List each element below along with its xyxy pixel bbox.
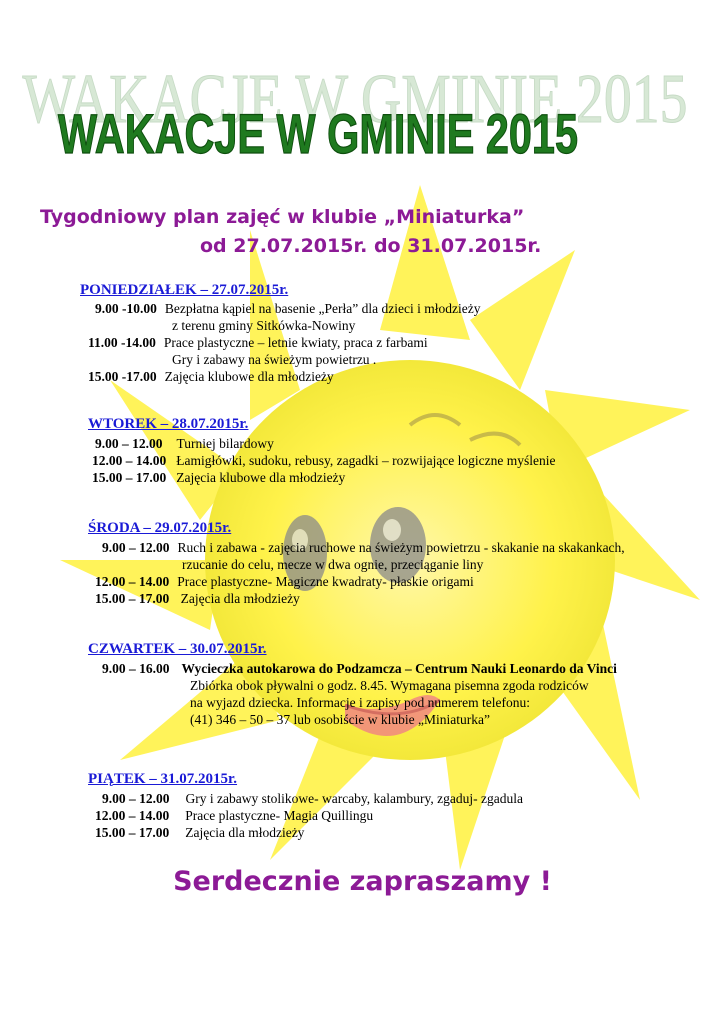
schedule-row: [92, 470, 345, 486]
day-heading-tuesday: WTOREK – 28.07.2015r.: [88, 416, 249, 432]
time: 9.00 -10.00: [95, 301, 157, 316]
time: 15.00 – 17.00: [95, 825, 170, 840]
time: 9.00 – 12.00: [102, 791, 170, 806]
schedule-row: [88, 335, 428, 351]
schedule-row: [95, 591, 300, 607]
schedule-row: [92, 453, 556, 469]
activity: Prace plastyczne- Magia Quillingu: [185, 808, 374, 823]
activity: z terenu gminy Sitkówka-Nowiny: [172, 318, 356, 333]
time: 11.00 -14.00: [88, 335, 156, 350]
subtitle-line1: Tygodniowy plan zajęć w klubie „Miniaturka”: [40, 206, 525, 228]
activity: Gry i zabawy na świeżym powietrzu .: [172, 352, 377, 367]
schedule-row: [172, 318, 355, 334]
day-heading-monday: PONIEDZIAŁEK – 27.07.2015r.: [80, 282, 289, 298]
time: 9.00 – 16.00: [102, 661, 170, 676]
schedule-row: [102, 661, 617, 677]
main-title: [0, 95, 725, 165]
activity: Zajęcia klubowe dla młodzieży: [164, 369, 334, 384]
day-heading-thursday: CZWARTEK – 30.07.2015r.: [88, 641, 267, 657]
time: 12.00 – 14.00: [95, 808, 170, 823]
schedule-row: [182, 557, 483, 573]
day-heading-friday: PIĄTEK – 31.07.2015r.: [88, 771, 238, 787]
activity: Łamigłówki, sudoku, rebusy, zagadki – rozwijające logiczne myślenie: [176, 453, 556, 468]
schedule-row: [95, 808, 373, 824]
activity: (41) 346 – 50 – 37 lub osobiście w klubie „Miniaturka”: [190, 712, 490, 727]
activity: Zajęcia dla młodzieży: [185, 825, 305, 840]
time: 15.00 -17.00: [88, 369, 157, 384]
day-heading-wednesday: ŚRODA – 29.07.2015r.: [88, 520, 232, 536]
closing-invitation: Serdecznie zapraszamy !: [173, 866, 552, 897]
activity: Wycieczka autokarowa do Podzamcza – Centrum Nauki Leonardo da Vinci: [181, 661, 617, 676]
activity: Turniej bilardowy: [176, 436, 274, 451]
schedule-row: [102, 540, 625, 556]
activity: Bezpłatna kąpiel na basenie „Perła” dla dzieci i młodzieży: [164, 301, 481, 316]
subtitle-dates: od 27.07.2015r. do 31.07.2015r.: [200, 235, 542, 257]
schedule-row: [190, 695, 530, 711]
time: 15.00 – 17.00: [95, 591, 170, 606]
activity: Zbiórka obok pływalni o godz. 8.45. Wymagana pisemna zgoda rodziców: [190, 678, 589, 693]
schedule-row: [190, 678, 589, 694]
activity: Gry i zabawy stolikowe- warcaby, kalambury, zgaduj- zgadula: [185, 791, 523, 806]
activity: Zajęcia klubowe dla młodzieży: [176, 470, 346, 485]
title-shadow-text: WAKACJE W GMINIE 2015: [22, 61, 688, 132]
activity: rzucanie do celu, mecze w dwa ognie, przeciąganie liny: [182, 557, 484, 572]
schedule-row: [172, 352, 376, 368]
schedule-row: [102, 791, 523, 807]
time: 9.00 – 12.00: [95, 436, 163, 451]
schedule-row: [88, 369, 334, 385]
time: 9.00 – 12.00: [102, 540, 170, 555]
schedule-row: [190, 712, 490, 728]
activity: Ruch i zabawa - zajęcia ruchowe na świeżym powietrzu - skakanie na skakankach,: [177, 540, 625, 555]
time: 12.00 – 14.00: [92, 453, 167, 468]
time: 12.00 – 14.00: [95, 574, 170, 589]
activity: Prace plastyczne – letnie kwiaty, praca z farbami: [163, 335, 428, 350]
schedule-row: [95, 301, 480, 317]
activity: Prace plastyczne- Magiczne kwadraty- płaskie origami: [177, 574, 474, 589]
schedule-row: [95, 825, 304, 841]
schedule-row: [95, 574, 474, 590]
activity: Zajęcia dla młodzieży: [177, 591, 300, 606]
activity: na wyjazd dziecka. Informacje i zapisy pod numerem telefonu:: [190, 695, 530, 710]
schedule-row: [95, 436, 274, 452]
time: 15.00 – 17.00: [92, 470, 167, 485]
title-text: WAKACJE W GMINIE 2015: [58, 102, 578, 165]
